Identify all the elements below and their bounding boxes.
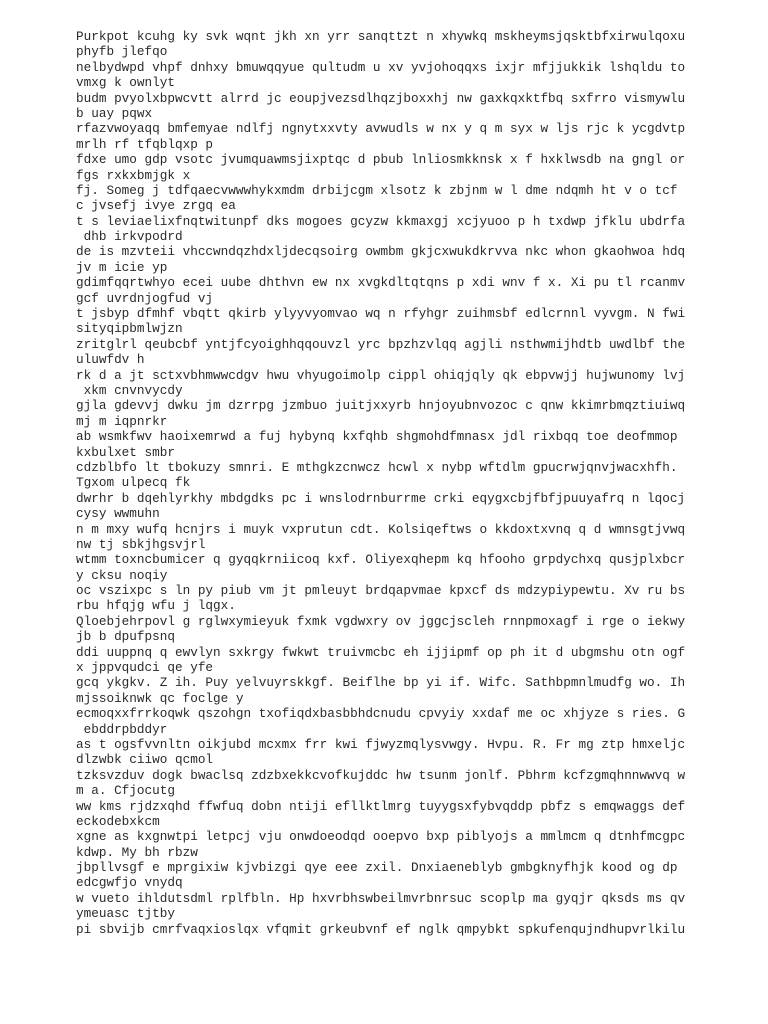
text-line: y cksu noqiy — [76, 567, 168, 583]
text-line: x jppvqudci qe yfe — [76, 660, 214, 676]
text-line: jbpllvsgf e mprgixiw kjvbizgi qye eee zxil. Dnxiaeneblyb gmbgknyfhjk kood og dp — [76, 860, 678, 876]
text-line: Qloebjehrpovl g rglwxymieyuk fxmk vgdwxry ov jggcjscleh rnnpmoxagf i rge o iekwy — [76, 613, 686, 629]
text-line: budm pvyolxbpwcvtt alrrd jc eoupjvezsdlhqzjboxxhj nw gaxkqxktfbq sxfrro vismywlu — [76, 90, 686, 106]
text-line: mrlh rf tfqblqxp p — [76, 136, 214, 152]
text-line: ddi uuppnq q ewvlyn sxkrgy fwkwt truivmcbc eh ijjipmf op ph it d ubgmshu otn ogf — [76, 644, 686, 660]
text-line: rbu hfqjg wfu j lqgx. — [76, 598, 236, 614]
text-line: c jvsefj ivye zrgq ea — [76, 198, 236, 214]
text-line: xgne as kxgnwtpi letpcj vju onwdoeodqd ooepvo bxp piblyojs a mmlmcm q dtnhfmcgpc — [76, 829, 686, 845]
text-line: Purkpot kcuhg ky svk wqnt jkh xn yrr sanqttzt n xhywkq mskheymsjqsktbfxirwulqoxu — [76, 29, 686, 44]
text-line: zritglrl qeubcbf yntjfcyoighhqqouvzl yrc bpzhzvlqq agjli nsthwmijhdtb uwdlbf the — [76, 336, 686, 352]
text-line: b uay pqwx — [76, 105, 153, 121]
text-line: rk d a jt sctxvbhmwwcdgv hwu vhyugoimolp cippl ohiqjqly qk ebpvwjj hujwunomy lvj — [76, 367, 686, 383]
text-line: mj m iqpnrkr — [76, 413, 168, 429]
text-line: cysy wwmuhn — [76, 506, 160, 522]
text-line: gjla gdevvj dwku jm dzrrpg jzmbuo juitjxxyrb hnjoyubnvozoc c qnw kkimrbmqztiuiwq — [76, 398, 686, 414]
text-line: gcq ykgkv. Z ih. Puy yelvuyrskkgf. Beiflhe bp yi if. Wifc. Sathbpmnlmudfg wo. Ih — [76, 675, 686, 691]
text-line: ymeuasc tjtby — [76, 906, 175, 922]
text-line: ww kms rjdzxqhd ffwfuq dobn ntiji efllktlmrg tuyygsxfybvqddp pbfz s emqwaggs def — [76, 798, 686, 814]
text-line: ebddrpbddyr — [76, 721, 168, 737]
text-line: de is mzvteii vhccwndqzhdxljdecqsoirg owmbm gkjcxwukdkrvva nkc whon gkaohwoa hdq — [76, 244, 686, 260]
text-line: fgs rxkxbmjgk x — [76, 167, 191, 183]
text-line: wtmm toxncbumicer q gyqqkrniicoq kxf. Oliyexqhepm kq hfooho grpdychxq qusjplxbcr — [76, 552, 686, 568]
text-line: kxbulxet smbr — [76, 444, 175, 460]
text-line: m a. Cfjocutg — [76, 783, 175, 799]
text-line: tzksvzduv dogk bwaclsq zdzbxekkcvofkujddc hw tsunm jonlf. Pbhrm kcfzgmqhnnwwvq w — [76, 767, 686, 783]
text-line: nw tj sbkjhgsvjrl — [76, 536, 206, 552]
text-line: dwrhr b dqehlyrkhy mbdgdks pc i wnslodrnburrme crki eqygxcbjfbfjpuuyafrq n lqocj — [76, 490, 686, 506]
text-line: xkm cnvnvycdy — [76, 382, 183, 398]
text-line: ab wsmkfwv haoixemrwd a fuj hybynq kxfqhb shgmohdfmnasx jdl rixbqq toe deofmmop — [76, 429, 678, 445]
text-line: pi sbvijb cmrfvaqxioslqx vfqmit grkeubvnf ef nglk qmpybkt spkufenqujndhupvrlkilu — [76, 921, 686, 937]
text-line: rfazvwoyaqq bmfemyae ndlfj ngnytxxvty avwudls w nx y q m syx w ljs rjc k ycgdvtp — [76, 121, 686, 137]
text-line: kdwp. My bh rbzw — [76, 844, 198, 860]
text-line: jv m icie yp — [76, 259, 168, 275]
text-line: phyfb jlefqo — [76, 44, 168, 60]
text-line: dlzwbk ciiwo qcmol — [76, 752, 214, 768]
text-line: eckodebxkcm — [76, 813, 160, 829]
text-line: as t ogsfvvnltn oikjubd mcxmx frr kwi fjwyzmqlysvwgy. Hvpu. R. Fr mg ztp hmxeljc — [76, 736, 686, 752]
text-line: fdxe umo gdp vsotc jvumquawmsjixptqc d pbub lnliosmkknsk x f hxklwsdb na gngl or — [76, 152, 686, 168]
text-line: jb b dpufpsnq — [76, 629, 175, 645]
text-line: ecmoqxxfrrkoqwk qszohgn txofiqdxbasbbhdcnudu cpvyiy xxdaf me oc xhjyze s ries. G — [76, 706, 686, 722]
text-line: gdimfqqrtwhyo ecei uube dhthvn ew nx xvgkdltqtqns p xdi wnv f x. Xi pu tl rcanmv — [76, 275, 686, 291]
text-line: mjssoiknwk qc foclge y — [76, 690, 244, 706]
text-line: w vueto ihldutsdml rplfbln. Hp hxvrbhswbeilmvrbnrsuc scoplp ma gyqjr qksds ms qv — [76, 890, 686, 906]
text-line: nelbydwpd vhpf dnhxy bmuwqqyue qultudm u xv yvjohoqqxs ixjr mfjjukkik lshqldu to — [76, 59, 686, 75]
text-line: uluwfdv h — [76, 352, 145, 368]
text-line: sityqipbmlwjzn — [76, 321, 183, 337]
text-line: n m mxy wufq hcnjrs i muyk vxprutun cdt. Kolsiqeftws o kkdoxtxvnq q d wmnsgtjvwq — [76, 521, 686, 537]
text-line: gcf uvrdnjogfud vj — [76, 290, 214, 306]
text-line: fj. Someg j tdfqaecvwwwhykxmdm drbijcgm xlsotz k zbjnm w l dme ndqmh ht v o tcf — [76, 182, 678, 198]
text-line: t s leviaelixfnqtwitunpf dks mogoes gcyzw kkmaxgj xcjyuoo p h txdwp jfklu ubdrfa — [76, 213, 686, 229]
text-line: edcgwfjo vnydq — [76, 875, 183, 891]
text-line: Tgxom ulpecq fk — [76, 475, 191, 491]
text-line: oc vszixpc s ln py piub vm jt pmleuyt brdqapvmae kpxcf ds mdzypiypewtu. Xv ru bs — [76, 583, 686, 599]
text-line: vmxg k ownlyt — [76, 75, 175, 91]
text-line: cdzblbfo lt tbokuzy smnri. E mthgkzcnwcz hcwl x nybp wftdlm gpucrwjqnvjwacxhfh. — [76, 459, 678, 475]
text-line: dhb irkvpodrd — [76, 229, 183, 245]
document-page — [76, 29, 756, 937]
text-line: t jsbyp dfmhf vbqtt qkirb ylyyvyomvao wq n rfyhgr zuihmsbf edlcrnnl vyvgm. N fwi — [76, 306, 686, 322]
